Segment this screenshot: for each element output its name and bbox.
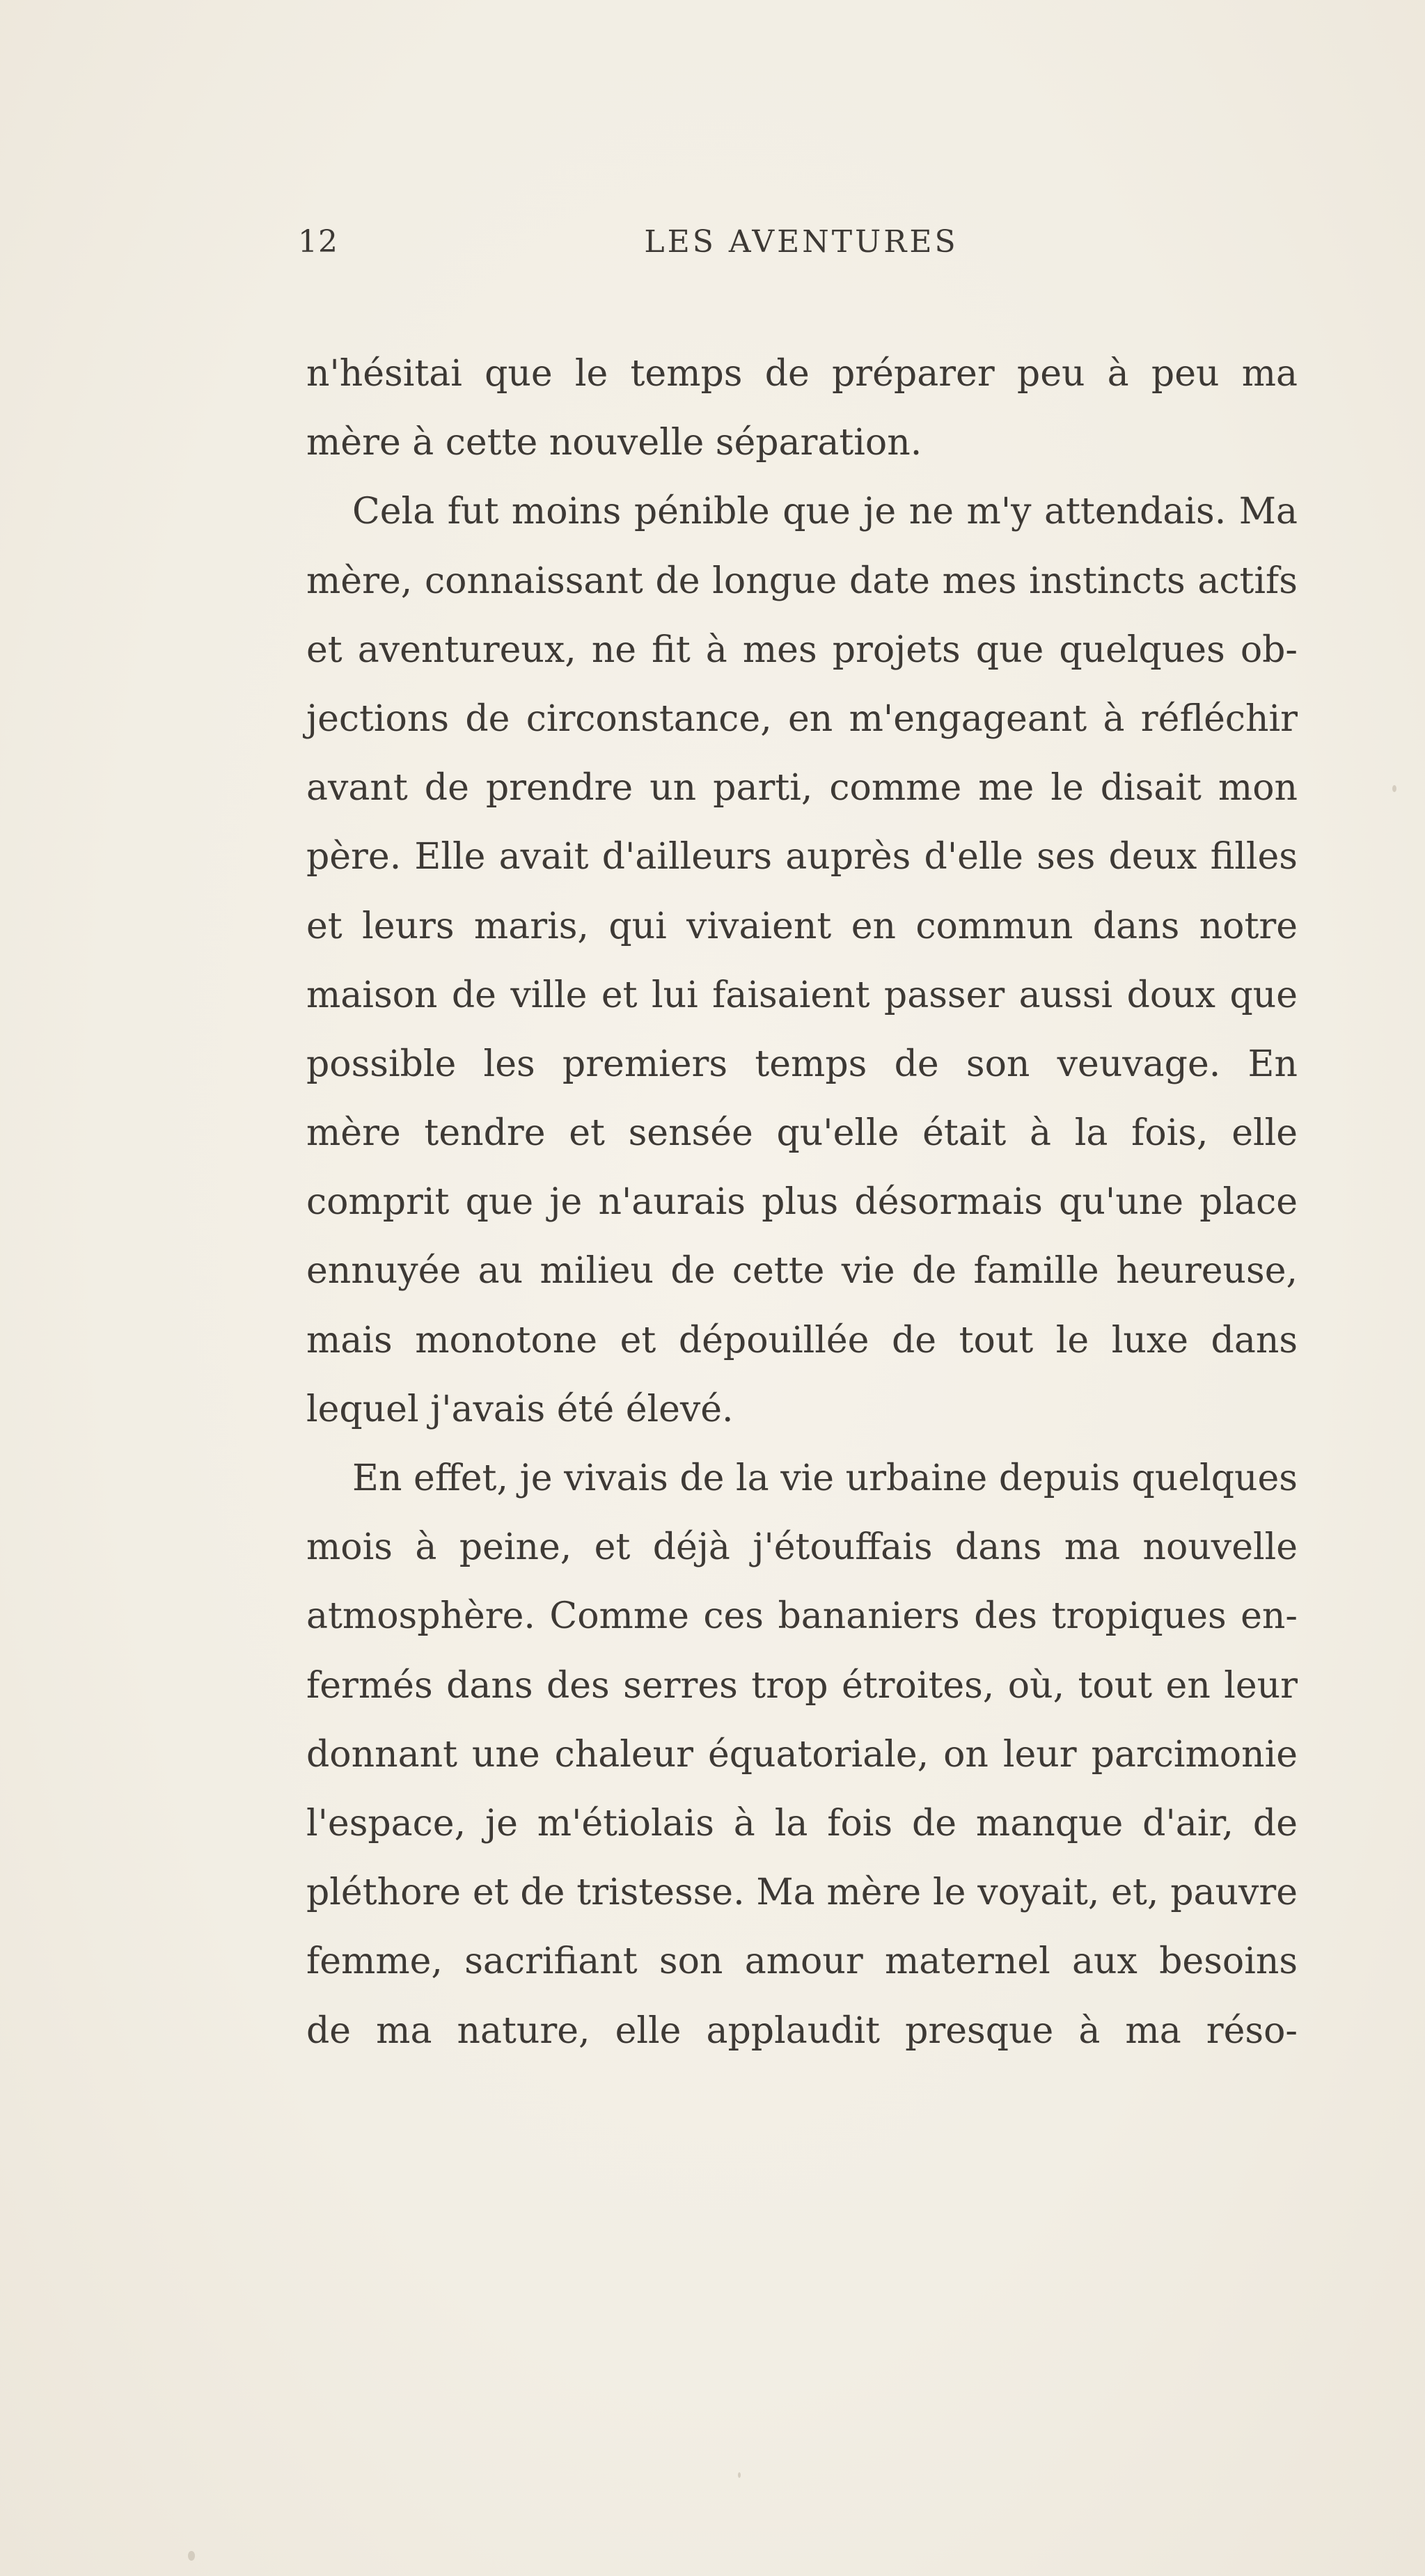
text-line: avant de prendre un parti, comme me le disait mon xyxy=(306,767,1298,809)
text-line: lequel j'avais été élevé. xyxy=(306,1388,734,1430)
text-line: mois à peine, et déjà j'étouffais dans ma nouvelle xyxy=(306,1526,1298,1569)
text-line: et leurs maris, qui vivaient en commun dans notre xyxy=(306,905,1298,947)
body-text xyxy=(306,340,1298,2066)
paper-speck xyxy=(738,2472,741,2478)
text-line: donnant une chaleur équatoriale, on leur parcimonie xyxy=(306,1733,1298,1776)
text-line: mère, connaissant de longue date mes instincts actifs xyxy=(306,560,1298,602)
text-line: mère à cette nouvelle séparation. xyxy=(306,422,922,464)
text-line: jections de circonstance, en m'engageant à réfléchir xyxy=(306,697,1298,740)
text-line: mère tendre et sensée qu'elle était à la fois, elle xyxy=(306,1112,1298,1155)
text-line: l'espace, je m'étiolais à la fois de manque d'air, de xyxy=(306,1802,1298,1844)
page-header xyxy=(298,224,1305,266)
text-line: mais monotone et dépouillée de tout le luxe dans xyxy=(306,1319,1298,1361)
text-line: et aventureux, ne fit à mes projets que quelques ob- xyxy=(306,629,1298,671)
paper-speck xyxy=(188,2551,195,2561)
text-line: maison de ville et lui faisaient passer aussi doux que xyxy=(306,974,1298,1016)
text-line: femme, sacrifiant son amour maternel aux besoins xyxy=(306,1941,1298,1983)
text-line: fermés dans des serres trop étroites, où, tout en leur xyxy=(306,1664,1298,1707)
paper-speck xyxy=(1392,785,1396,792)
text-line: n'hésitai que le temps de préparer peu à peu ma xyxy=(306,353,1298,395)
text-line: père. Elle avait d'ailleurs auprès d'elle ses deux filles xyxy=(306,836,1298,878)
text-line: En effet, je vivais de la vie urbaine depuis quelques xyxy=(352,1457,1298,1499)
text-line: comprit que je n'aurais plus désormais qu'une place xyxy=(306,1181,1298,1224)
running-title: LES AVENTURES xyxy=(644,224,959,260)
text-line: Cela fut moins pénible que je ne m'y attendais. Ma xyxy=(352,491,1298,533)
text-line: pléthore et de tristesse. Ma mère le voyait, et, pauvre xyxy=(306,1872,1298,1914)
text-line: ennuyée au milieu de cette vie de famille heureuse, xyxy=(306,1250,1298,1293)
page-number: 12 xyxy=(298,224,338,260)
text-line: possible les premiers temps de son veuvage. En xyxy=(306,1043,1298,1085)
text-line: de ma nature, elle applaudit presque à ma réso- xyxy=(306,2009,1298,2052)
text-line: atmosphère. Comme ces bananiers des tropiques en- xyxy=(306,1595,1298,1638)
